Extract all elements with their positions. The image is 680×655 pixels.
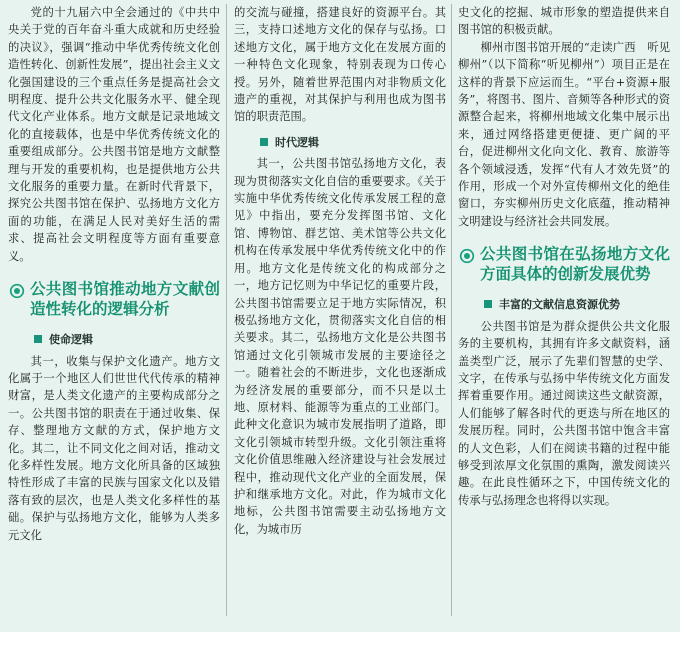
paragraph: 的交流与碰撞，搭建良好的资源平台。其三，支持口述地方文化的保存与弘扬。口述地方文化，属于地方文化在发展方面的一种特色文化现象，特别表现为口传心授。另外，随着世界范围内对非物质文化遗产的重视，对其保护与利用也成为图书馆的职责范围。 <box>234 6 446 124</box>
section-heading-text: 公共图书馆推动地方文献创造性转化的逻辑分析 <box>30 280 220 319</box>
heading-bullet-icon <box>9 283 25 299</box>
subheading-text: 使命逻辑 <box>49 333 93 347</box>
column-divider <box>226 4 227 616</box>
subheading-text: 时代逻辑 <box>275 135 319 149</box>
column-1 <box>8 4 220 544</box>
subheading <box>484 296 670 313</box>
subheading-text: 丰富的文献信息资源优势 <box>499 298 620 312</box>
paragraph: 其一，收集与保护文化遗产。地方文化属于一个地区人们世世代代传承的精神财富，是人类文化遗产的主要构成部分之一。公共图书馆的职责在于通过收集、保存、整理地方文献的方式，保护地方文化。其二，让不同文化之间对话，推动文化多样性发展。地方文化所具备的区域独特性形成了丰富的民族与国家文化以及错落有致的层次，也是人类文化多样性的基础。保护与弘扬地方文化，能够为人类多元文化 <box>8 354 220 542</box>
square-bullet-icon <box>484 300 492 308</box>
subheading <box>34 331 220 348</box>
subheading <box>260 134 446 151</box>
paragraph: 柳州市图书馆开展的“走读广西 听见柳州”（以下简称“听见柳州”）项目正是在这样的背景下应运而生。“平台+资源+服务”，将图书、图片、音频等各种形式的资源整合起来，将柳州地域文化集中展示出来，通过网络搭建更便捷、更广阔的平台，促进柳州文化向文化、教育、旅游等各个领域浸透，发挥“代有人才效先贤”的作用，形成一个对外宣传柳州文化的绝佳窗口，夯实柳州历史文化底蕴，推动精神文明建设与经济社会共同发展。 <box>458 40 670 228</box>
paragraph: 史文化的挖掘、城市形象的塑造提供来自图书馆的积极贡献。 <box>458 6 670 37</box>
section-heading <box>458 244 670 284</box>
column-divider <box>451 4 452 616</box>
page-footer-margin <box>0 632 680 655</box>
column-2 <box>234 4 446 538</box>
section-heading-text: 公共图书馆在弘扬地方文化方面具体的创新发展优势 <box>480 245 670 284</box>
square-bullet-icon <box>260 138 268 146</box>
heading-bullet-icon <box>459 248 475 264</box>
column-3 <box>458 4 670 509</box>
section-heading <box>8 279 220 319</box>
square-bullet-icon <box>34 335 42 343</box>
paragraph: 公共图书馆是为群众提供公共文化服务的主要机构，其拥有许多文献资料，涵盖类型广泛，展示了先辈们智慧的史学、文字，在传承与弘扬中华传统文化方面发挥着重要作用。通过阅读这些文献资源，人们能够了解各时代的更迭与所在地区的发展历程。同时，公共图书馆中饱含丰富的人文色彩，人们在阅读书籍的过程中能够受到浓厚文化氛围的熏陶，激发阅读兴趣。在此良性循环之下，中国传统文化的传承与弘扬理念也将得以实现。 <box>458 319 670 507</box>
paragraph: 其一，公共图书馆弘扬地方文化，表现为贯彻落实文化自信的重要要求。《关于实施中华优秀传统文化传承发展工程的意见》中指出，要充分发挥图书馆、文化馆、博物馆、群艺馆、美术馆等公共文化机构在传承发展中华优秀传统文化中的作用。地方文化是传统文化的构成部分之一，地方记忆则为中华记忆的重要片段，公共图书馆需要立足于地方实际情况，积极弘扬地方文化，贯彻落实文化自信的相关要求。其二，弘扬地方文化是公共图书馆通过文化引领城市发展的主要途径之一。随着社会的不断进步，文化也逐渐成为经济发展的重要部分，而不只是以土地、原材料、能源等为重点的工业部门。此种文化意识为城市发展指明了道路，即文化引领城市转型升级。文化引领注重将文化价值思维融入经济建设与社会发展过程中，推动现代文化产业的全面发展，保护和继承地方文化。对此，作为城市文化地标，公共图书馆需要主动弘扬地方文化，为城市历 <box>234 157 446 536</box>
paragraph: 党的十九届六中全会通过的《中共中央关于党的百年奋斗重大成就和历史经验的决议》，强调“推动中华优秀传统文化创造性转化、创新性发展”，提出社会主义文化强国建设的三个重点任务是提高社会文明程度、提升公共文化服务水平、健全现代文化产业体系。地方文献是记录地域文化的直接载体，也是中华优秀传统文化的重要组成部分。公共图书馆是地方文献整理与开发的重要机构，也是提供地方公共文化服务的重要力量。在新时代背景下，探究公共图书馆在保护、弘扬地方文化方面的功能，在满足人民对美好生活的需求、提高社会文明程度等方面有重要意义。 <box>8 6 220 263</box>
